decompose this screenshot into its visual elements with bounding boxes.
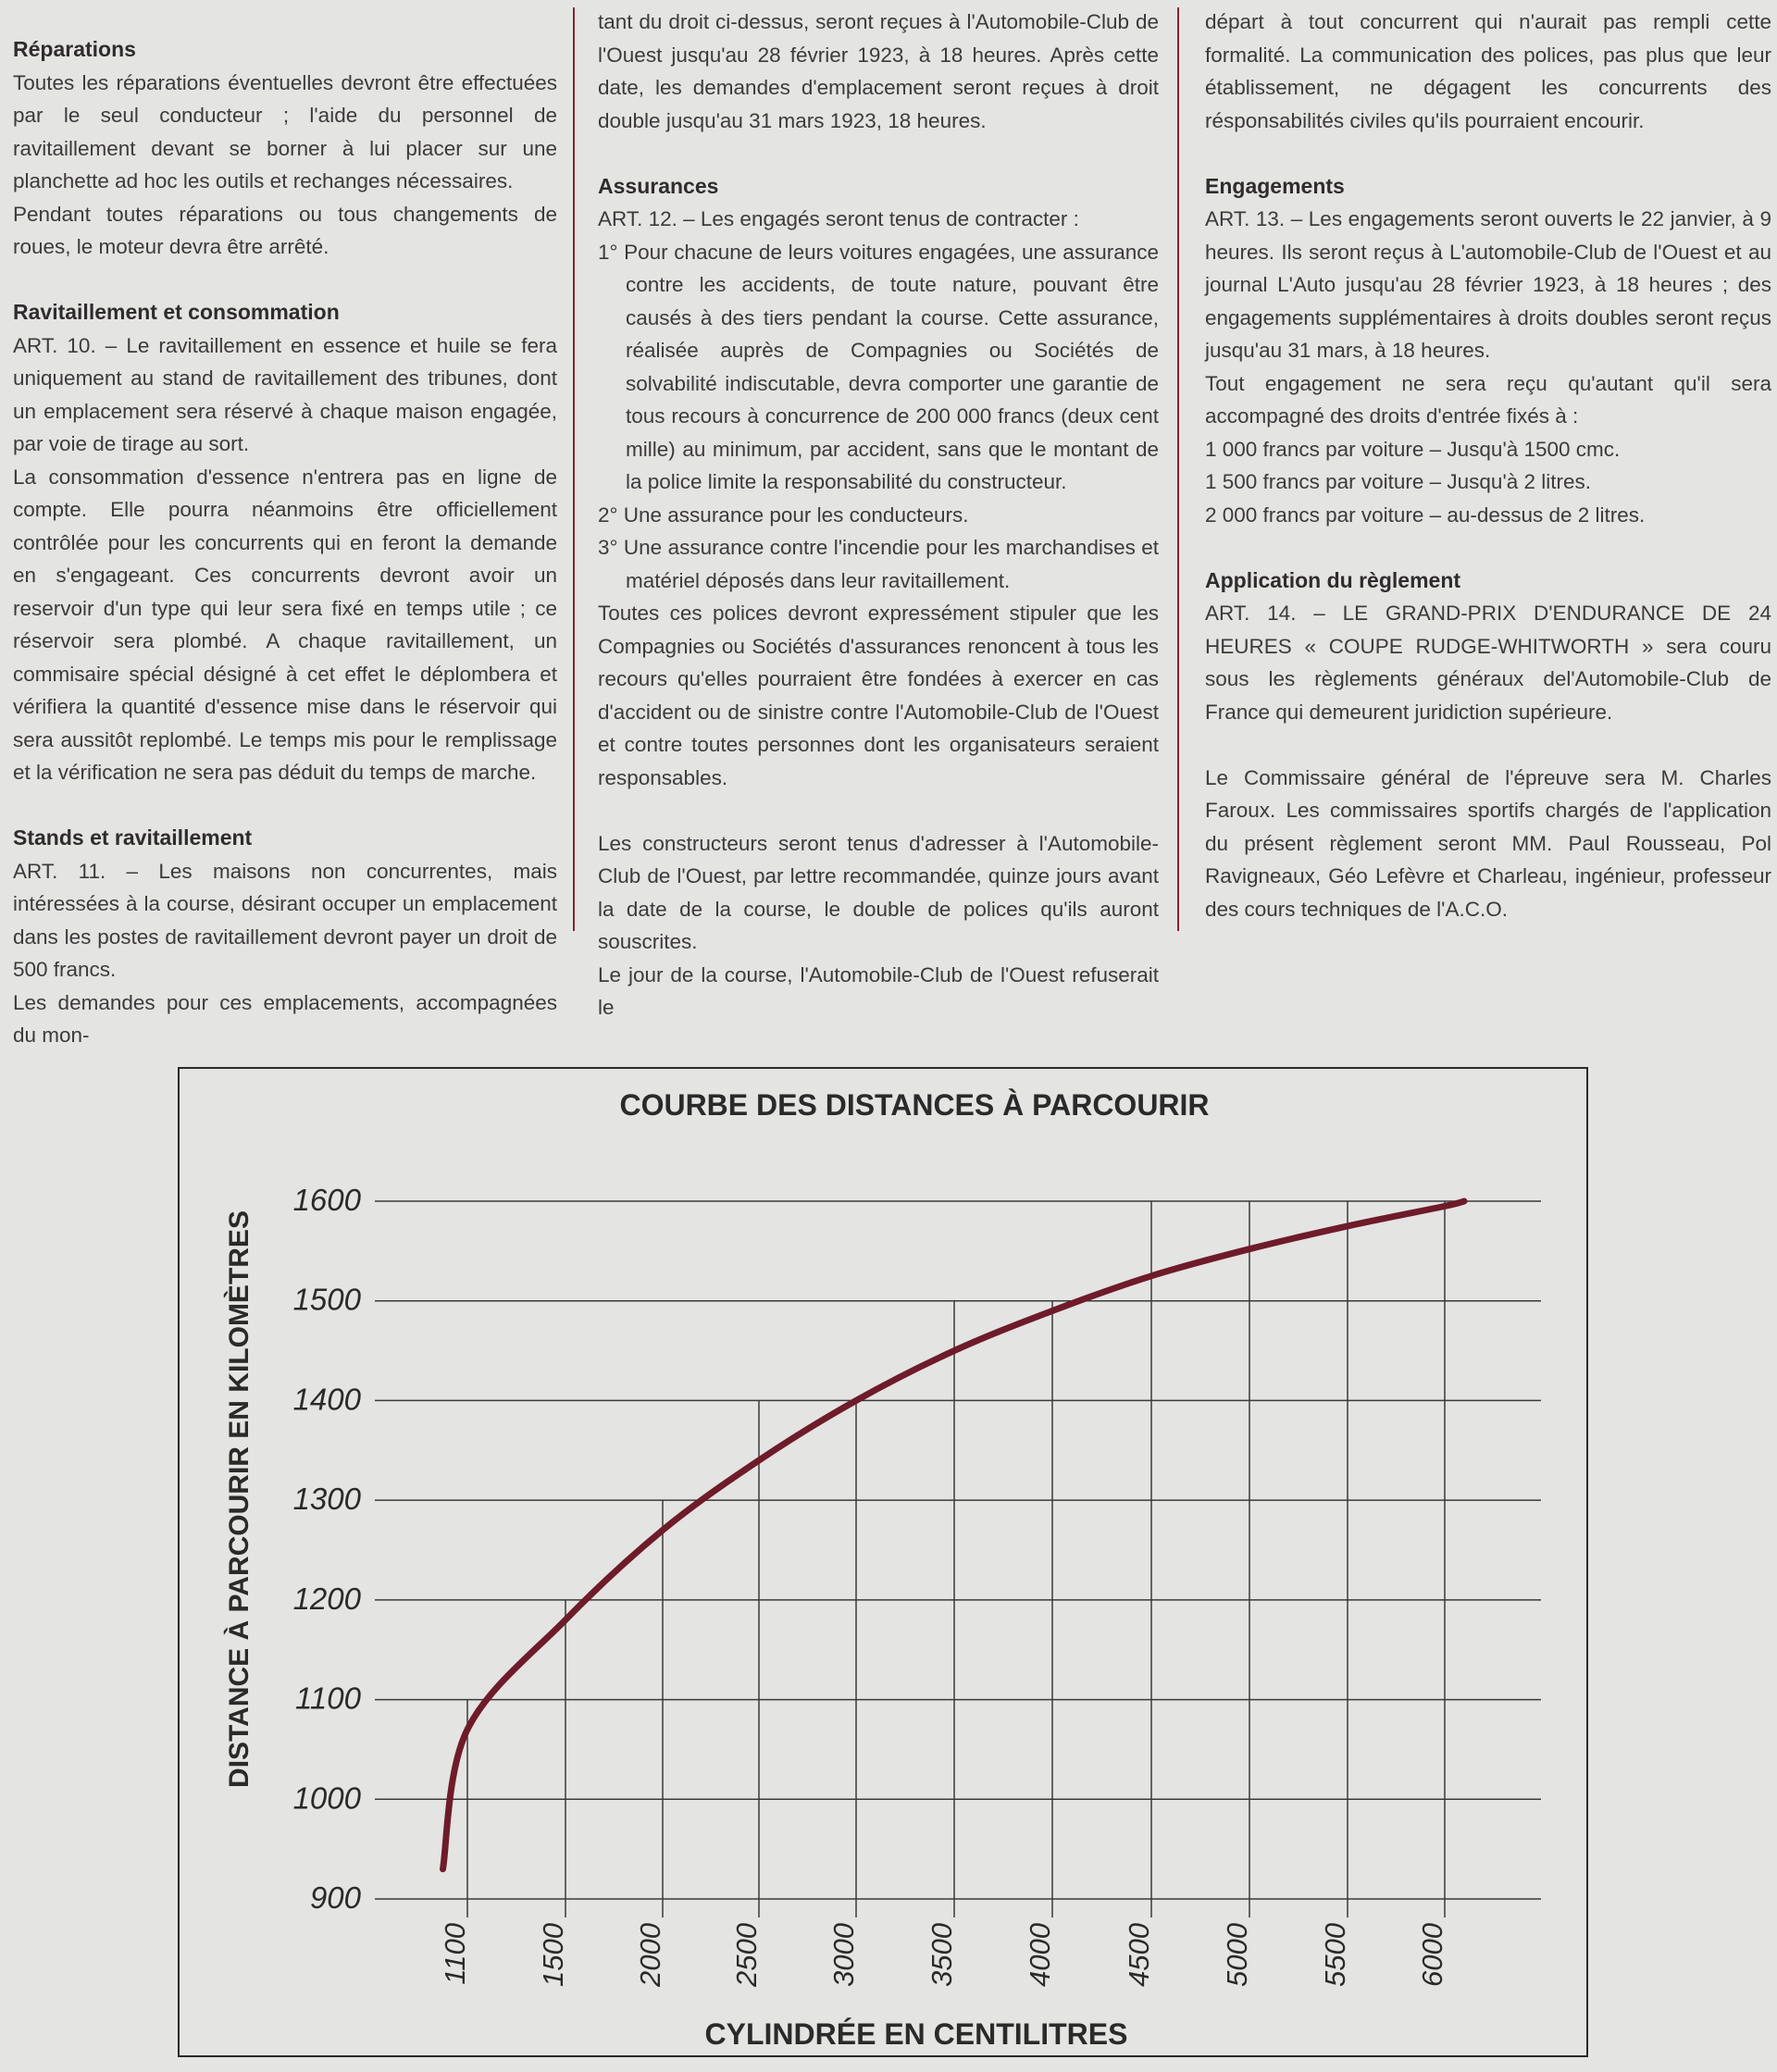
- section-title-assurances: Assurances: [598, 173, 719, 198]
- y-tick-label: 1500: [292, 1282, 361, 1317]
- x-tick-label: 1500: [537, 1923, 569, 1987]
- section-title-application: Application du règlement: [1205, 567, 1461, 592]
- x-axis-label: CYLINDRÉE EN CENTILITRES: [704, 2017, 1128, 2051]
- paragraph: La consommation d'essence n'entrera pas en ligne de compte. Elle pourra néanmoins être officiellement contrôlée pour les concurrents qui en feront la demande en s'engageant. Ces concurrents devront avoir un reservoir d'un type qui leur sera fixé en temps utile ; ce réservoir sera plombé. A chaque ravitaillement, un commisaire spécial désigné à cet effet le déplombera et vérifiera la quantité d'essence mise dans le réservoir qui sera aussitôt replombé. Le temps mis pour le remplissage et la vérification ne sera pas déduit du temps de marche.: [13, 465, 557, 784]
- paragraph: Le Commissaire général de l'épreuve sera M. Charles Faroux. Les commissaires sportifs chargés de l'application du présent règlement seront MM. Paul Rousseau, Pol Ravigneaux, Géo Lefèvre et Charleau, ingénieur, professeur des cours techniques de l'A.C.O.: [1205, 765, 1771, 921]
- fee-line: 1 000 francs par voiture – Jusqu'à 1500 cmc.: [1205, 437, 1621, 461]
- paragraph: Les demandes pour ces emplacements, accompagnées du mon-: [13, 990, 557, 1047]
- x-tick-label: 1100: [439, 1923, 471, 1985]
- x-tick-label: 2000: [634, 1923, 666, 1987]
- x-tick-label: 4500: [1123, 1923, 1155, 1987]
- y-tick-label: 1200: [292, 1581, 361, 1616]
- article-14: ART. 14. – LE GRAND-PRIX D'ENDURANCE DE 24 HEURES « COUPE RUDGE-WHITWORTH » sera couru sous les règlements généraux del'Automobile-Club de France qui demeurent juridiction supérieure.: [1205, 602, 1771, 724]
- y-tick-label: 1600: [292, 1183, 361, 1217]
- section-title-engagements: Engagements: [1205, 173, 1345, 198]
- x-tick-label: 3500: [926, 1923, 958, 1987]
- list-item: 2° Une assurance pour les conducteurs.: [598, 502, 969, 527]
- list-item: 3° Une assurance contre l'incendie pour les marchandises et matériel déposés dans leur ravitaillement.: [598, 536, 1159, 592]
- article-12: ART. 12. – Les engagés seront tenus de contracter :: [598, 207, 1079, 230]
- paragraph: Toutes les réparations éventuelles devront être effectuées par le seul conducteur ; l'aide du personnel de ravitaillement devant se borner à lui placer sur une planchette ad hoc les outils et rechanges nécessaires.: [13, 70, 557, 192]
- paragraph: départ à tout concurrent qui n'aurait pas rempli cette formalité. La communication des polices, pas plus que leur établissement, ne dégagent les concurrents des résponsabilités civiles qu'ils pourraient encourir.: [1205, 10, 1771, 132]
- x-tick-labels: [439, 1923, 1448, 1988]
- article-11: ART. 11. – Les maisons non concurrentes, mais intéressées à la course, désirant occuper un emplacement dans les postes de ravitaillement devront payer un droit de 500 francs.: [13, 859, 557, 981]
- paragraph: Tout engagement ne sera reçu qu'autant qu'il sera accompagné des droits d'entrée fixés à :: [1205, 371, 1771, 428]
- chart-grid: [375, 1201, 1541, 1917]
- paragraph: tant du droit ci-dessus, seront reçues à l'Automobile-Club de l'Ouest jusqu'au 28 février 1923, à 18 heures. Après cette date, les demandes d'emplacement seront reçues à droit double jusqu'au 31 mars 1923, 18 heures.: [598, 10, 1159, 132]
- y-tick-label: 1300: [292, 1482, 361, 1517]
- x-tick-label: 2500: [730, 1923, 763, 1987]
- fee-line: 2 000 francs par voiture – au-dessus de 2 litres.: [1205, 502, 1646, 527]
- y-tick-label: 900: [309, 1880, 361, 1915]
- paragraph: Les constructeurs seront tenus d'adresser à l'Automobile-Club de l'Ouest, par lettre recommandée, quinze jours avant la date de la course, le double de polices qu'ils auront souscrites.: [598, 831, 1159, 953]
- x-tick-label: 4000: [1024, 1923, 1056, 1987]
- list-item: 1° Pour chacune de leurs voitures engagées, une assurance contre les accidents, de toute nature, pouvant être causés à des tiers pendant la course. Cette assurance, réalisée auprès de Compagnies ou Sociétés de solvabilité indiscutable, devra comporter une garantie de tous recours à concurrence de 200 000 francs (deux cent mille) au minimum, par accident, sans que le montant de la police limite la responsabilité du constructeur.: [598, 240, 1159, 493]
- section-title-ravitaillement: Ravitaillement et consommation: [13, 300, 340, 324]
- x-tick-label: 6000: [1416, 1923, 1448, 1987]
- fee-line: 1 500 francs par voiture – Jusqu'à 2 litres.: [1205, 470, 1592, 493]
- x-tick-label: 5500: [1319, 1923, 1351, 1987]
- chart-title: COURBE DES DISTANCES À PARCOURIR: [619, 1088, 1210, 1122]
- section-title-stands: Stands et ravitaillement: [13, 825, 253, 850]
- y-tick-label: 1400: [292, 1382, 361, 1417]
- y-tick-label: 1000: [292, 1780, 361, 1816]
- x-tick-label: 5000: [1221, 1923, 1253, 1987]
- paragraph: Toutes ces polices devront expressément stipuler que les Compagnies ou Sociétés d'assurances renoncent à tous les recours qu'elles pourraient être fondées à exercer en cas d'accident ou de sinistre contre l'Automobile-Club de l'Ouest et contre toutes personnes dont les organisateurs seraient responsables.: [598, 602, 1159, 789]
- y-axis-label: DISTANCE À PARCOURIR EN KILOMÈTRES: [224, 1210, 255, 1788]
- section-title-reparations: Réparations: [13, 37, 136, 61]
- paragraph: Pendant toutes réparations ou tous changements de roues, le moteur devra être arrêté.: [13, 202, 557, 258]
- article-13: ART. 13. – Les engagements seront ouverts le 22 janvier, à 9 heures. Ils seront reçus à L'automobile-Club de l'Ouest et au journal L'Auto jusqu'au 28 février 1923, à 18 heures ; des engagements supplémentaires à droits doubles seront reçus jusqu'au 31 mars, à 18 heures.: [1205, 207, 1771, 362]
- y-tick-label: 1100: [295, 1681, 361, 1716]
- x-tick-label: 3000: [827, 1923, 860, 1987]
- y-tick-labels: [293, 1183, 362, 1915]
- article-10: ART. 10. – Le ravitaillement en essence et huile se fera uniquement au stand de ravitaillement des tribunes, dont un emplacement sera réservé à chaque maison engagée, par voie de tirage au sort.: [13, 333, 557, 455]
- paragraph: Le jour de la course, l'Automobile-Club de l'Ouest refuserait le: [598, 962, 1159, 1019]
